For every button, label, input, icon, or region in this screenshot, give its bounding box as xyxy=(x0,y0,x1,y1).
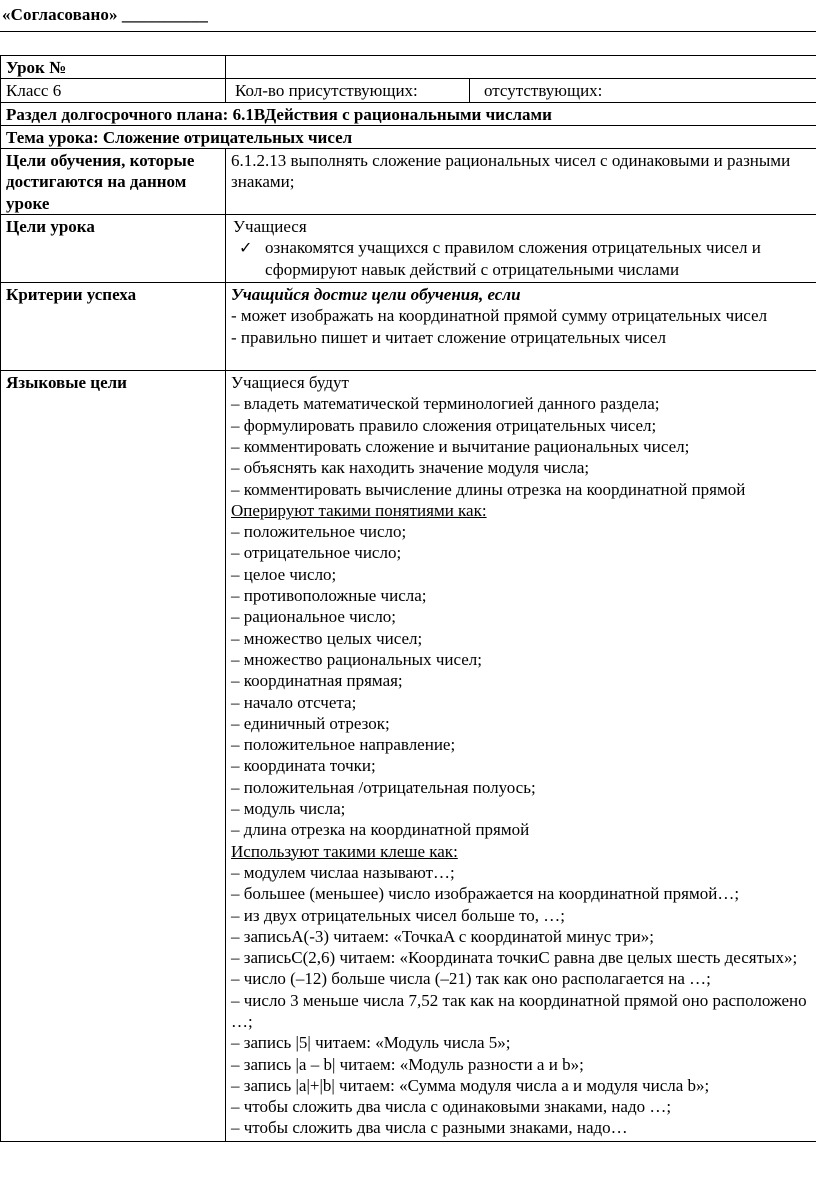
cliche-item: – модулем числаа называют…; xyxy=(231,862,455,882)
absent-cell: отсутствующих: xyxy=(470,79,816,102)
cliche-heading: Используют такими клеше как: xyxy=(231,841,458,861)
row-lesson-number xyxy=(1,56,816,79)
language-intro: Учащиеся будут xyxy=(231,373,349,393)
present-cell: Кол-во присутствующих: xyxy=(226,79,470,102)
grade-cell: Класс 6 xyxy=(1,79,226,102)
concept-item: – множество целых чисел; xyxy=(231,628,423,648)
language-goals-label: Языковые цели xyxy=(1,371,226,1142)
lesson-goals-item xyxy=(231,237,812,280)
row-criteria xyxy=(1,283,816,371)
concept-item: – координатная прямая; xyxy=(231,671,403,691)
lesson-plan-table xyxy=(0,55,816,1142)
language-goals-cell xyxy=(226,371,816,1142)
cliche-item: – чтобы сложить два числа с одинаковыми знаками, надо …; xyxy=(231,1097,672,1117)
language-item: – комментировать сложение и вычитание рациональных чисел; xyxy=(231,436,690,456)
checkmark-icon: ✓ xyxy=(239,238,253,258)
language-item: – комментировать вычисление длины отрезка на координатной прямой xyxy=(231,479,746,499)
concept-item: – противоположные числа; xyxy=(231,586,427,606)
cliche-item: – число (–12) больше числа (–21) так как оно располагается на …; xyxy=(231,969,711,989)
cliche-item: – запись |a|+|b| читаем: «Сумма модуля числа a и модуля числа b»; xyxy=(231,1075,710,1095)
concept-item: – рациональное число; xyxy=(231,607,397,627)
language-item: – владеть математической терминологией данного раздела; xyxy=(231,394,660,414)
concept-item: – множество рациональных чисел; xyxy=(231,649,482,669)
learning-goals-label: Цели обучения, которые достигаются на данном уроке xyxy=(1,149,226,215)
top-divider xyxy=(0,31,816,32)
concept-item: – положительная /отрицательная полуось; xyxy=(231,777,536,797)
language-item: – объяснять как находить значение модуля числа; xyxy=(231,458,590,478)
language-item: – формулировать правило сложения отрицательных чисел; xyxy=(231,415,657,435)
cliche-item: – из двух отрицательных чисел больше то, …; xyxy=(231,905,566,925)
lesson-goals-label: Цели урока xyxy=(1,215,226,283)
row-section xyxy=(1,102,816,125)
section-cell: Раздел долгосрочного плана: 6.1ВДействия с рациональными числами xyxy=(1,102,816,125)
cliche-item: – чтобы сложить два числа с разными знаками, надо… xyxy=(231,1118,628,1138)
lesson-number-label: Урок № xyxy=(1,56,226,79)
row-lesson-goals xyxy=(1,215,816,283)
concept-item: – отрицательное число; xyxy=(231,543,402,563)
cliche-item: – запись |a – b| читаем: «Модуль разности a и b»; xyxy=(231,1054,584,1074)
concepts-heading: Оперируют такими понятиями как: xyxy=(231,500,487,520)
row-topic xyxy=(1,125,816,148)
concept-item: – единичный отрезок; xyxy=(231,713,390,733)
criteria-item: - правильно пишет и читает сложение отрицательных чисел xyxy=(231,327,666,347)
concept-item: – целое число; xyxy=(231,564,337,584)
lesson-goals-cell xyxy=(226,215,816,283)
topic-cell: Тема урока: Сложение отрицательных чисел xyxy=(1,125,816,148)
cliche-item: – записьC(2,6) читаем: «Координата точкиC равна две целых шесть десятых»; xyxy=(231,948,798,968)
lesson-goals-intro: Учащиеся xyxy=(233,217,307,237)
row-language-goals xyxy=(1,371,816,1142)
learning-goals-text: 6.1.2.13 выполнять сложение рациональных чисел с одинаковыми и разными знаками; xyxy=(226,149,816,215)
criteria-cell xyxy=(226,283,816,371)
cliche-item: – запись |5| читаем: «Модуль числа 5»; xyxy=(231,1033,511,1053)
concept-item: – координата точки; xyxy=(231,756,376,776)
row-learning-goals xyxy=(1,149,816,215)
concept-item: – положительное направление; xyxy=(231,735,456,755)
criteria-heading: Учащийся достиг цели обучения, если xyxy=(231,285,521,305)
approval-line: «Согласовано» __________ xyxy=(2,5,208,24)
cliche-item: – число 3 меньше числа 7,52 так как на координатной прямой оно расположено …; xyxy=(231,990,807,1031)
lesson-goals-item-text: ознакомятся учащихся с правилом сложения отрицательных чисел и сформируют навык действий с отрицательными числами xyxy=(265,238,761,279)
concept-item: – модуль числа; xyxy=(231,799,346,819)
concept-item: – длина отрезка на координатной прямой xyxy=(231,820,530,840)
lesson-number-value xyxy=(226,56,816,79)
criteria-item: - может изображать на координатной прямой сумму отрицательных чисел xyxy=(231,306,768,326)
cliche-item: – записьA(-3) читаем: «ТочкаA с координатой минус три»; xyxy=(231,926,654,946)
concept-item: – начало отсчета; xyxy=(231,692,357,712)
row-grade xyxy=(1,79,816,102)
cliche-item: – большее (меньшее) число изображается на координатной прямой…; xyxy=(231,884,740,904)
criteria-label: Критерии успеха xyxy=(1,283,226,371)
concept-item: – положительное число; xyxy=(231,522,407,542)
